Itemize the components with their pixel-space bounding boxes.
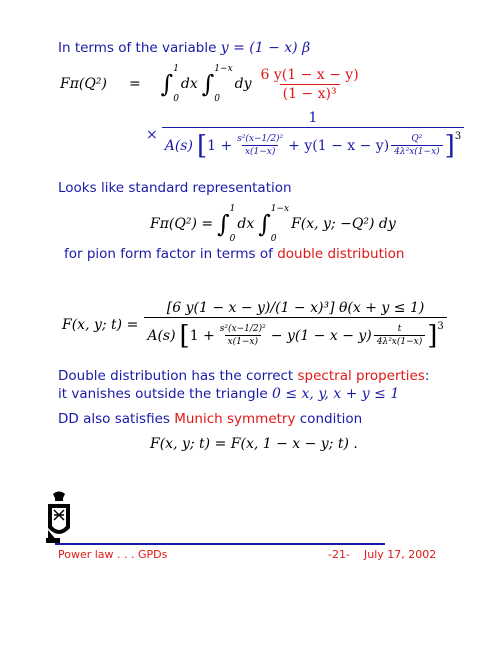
equation-1-line1 xyxy=(60,62,364,106)
eq3-bracket-one: 1 + xyxy=(189,327,215,344)
footer-page-number: -21- xyxy=(328,548,350,561)
eq3-mid: − y(1 − x − y) xyxy=(270,327,372,344)
eq1-mid: + y(1 − x − y) xyxy=(288,137,390,154)
eq3-A: A(s) xyxy=(147,327,176,344)
integral-sign: ∫ xyxy=(217,210,230,238)
equation-1-line2 xyxy=(146,110,466,160)
eq1-f2-num: Q² xyxy=(411,134,423,144)
spectral-properties-line: Double distribution has the correct spectral properties: xyxy=(58,368,430,384)
eq3-f1-den: x(1−x) xyxy=(225,335,261,347)
pion-form-factor-line: for pion form factor in terms of double distribution xyxy=(64,246,405,262)
eq1-dy: dy xyxy=(234,76,252,92)
eq2-body: F(x, y; −Q²) dy xyxy=(291,216,396,232)
integral-limits: 1−x 0 xyxy=(270,204,290,244)
integral-limits: 1 0 xyxy=(173,64,179,104)
munich-symmetry-term: Munich symmetry xyxy=(174,411,296,427)
eq3-f2-num: t xyxy=(397,324,402,334)
eq1-numerator: 6 y(1 − x − y) xyxy=(260,66,359,83)
university-crest-icon xyxy=(44,490,74,546)
eq1-one: 1 xyxy=(308,109,318,126)
equation-3 xyxy=(62,294,449,356)
eq1-lhs: Fπ(Q²) xyxy=(60,76,107,92)
footer-title: Power law . . . GPDs xyxy=(58,548,168,561)
eq3-lhs: F(x, y; t) = xyxy=(62,317,139,333)
eq3-f2-den: 4λ²x(1−x) xyxy=(374,335,425,347)
eq1-A: A(s) xyxy=(164,137,193,154)
eq1-f2-den: 4λ²x(1−x) xyxy=(391,145,442,157)
intro-line xyxy=(58,40,310,56)
double-distribution-term: double distribution xyxy=(277,246,405,262)
eq2-dx: dx xyxy=(237,216,255,232)
intro-formula: y = (1 − x) β xyxy=(220,40,311,56)
integral-sign: ∫ xyxy=(160,70,174,98)
footer-rule xyxy=(55,543,385,545)
eq3-fraction: [6 y(1 − x − y)/(1 − x)³] θ(x + y ≤ 1) A(s) [ 1 + $\frac{\text{s²(x−1/2)²}}{x(1-x)}$ − y(1 − x − y) $\frac{t}{\text{4λ²x(1−x)}}$ ] $^3$ xyxy=(144,300,446,351)
eq1-denominator: (1 − x)³ xyxy=(280,84,340,102)
equation-4: F(x, y; t) = F(x, 1 − x − y; t) . xyxy=(150,436,358,452)
eq3-f1-num: s²(x−1/2)² xyxy=(219,324,266,334)
eq1-f1-num: s²(x−1/2)² xyxy=(237,134,284,144)
eq1-big-fraction: 1 A(s) [ 1 + $\frac{\text{s²(x−1/2)²}}{x(1-x)}$ + y(1 − x − y) $\frac{\text{Q²}}{\text{4λ²x(1−x)}}$ ] $^3$ xyxy=(162,110,464,161)
eq3-numerator: [6 y(1 − x − y)/(1 − x)³] θ(x + y ≤ 1) xyxy=(166,299,425,316)
equation-2 xyxy=(150,200,396,248)
integral-sign: ∫ xyxy=(201,70,215,98)
eq1-bracket-one: 1 + xyxy=(207,137,233,154)
triangle-line: it vanishes outside the triangle 0 ≤ x, y, x + y ≤ 1 xyxy=(58,386,400,402)
footer-date: July 17, 2002 xyxy=(364,548,437,561)
eq2-lhs: Fπ(Q²) = xyxy=(150,216,214,232)
triangle-formula: 0 ≤ x, y, x + y ≤ 1 xyxy=(271,386,400,402)
integral-sign: ∫ xyxy=(258,210,271,238)
integral-limits: 1−x 0 xyxy=(214,64,233,104)
eq1-dx: dx xyxy=(180,76,198,92)
eq1-times: × xyxy=(146,127,158,143)
eq1-power: 3 xyxy=(454,130,462,142)
munich-symmetry-line: DD also satisfies Munich symmetry condition xyxy=(58,411,363,427)
spectral-properties-term: spectral properties xyxy=(297,368,425,384)
eq1-red-fraction xyxy=(258,67,362,102)
standard-representation-line: Looks like standard representation xyxy=(58,180,292,196)
intro-text: In terms of the variable xyxy=(58,40,221,56)
eq1-equals: = xyxy=(128,76,141,92)
integral-limits: 1 0 xyxy=(229,204,236,244)
eq1-f1-den: x(1−x) xyxy=(242,145,278,157)
eq3-power: 3 xyxy=(437,320,444,332)
